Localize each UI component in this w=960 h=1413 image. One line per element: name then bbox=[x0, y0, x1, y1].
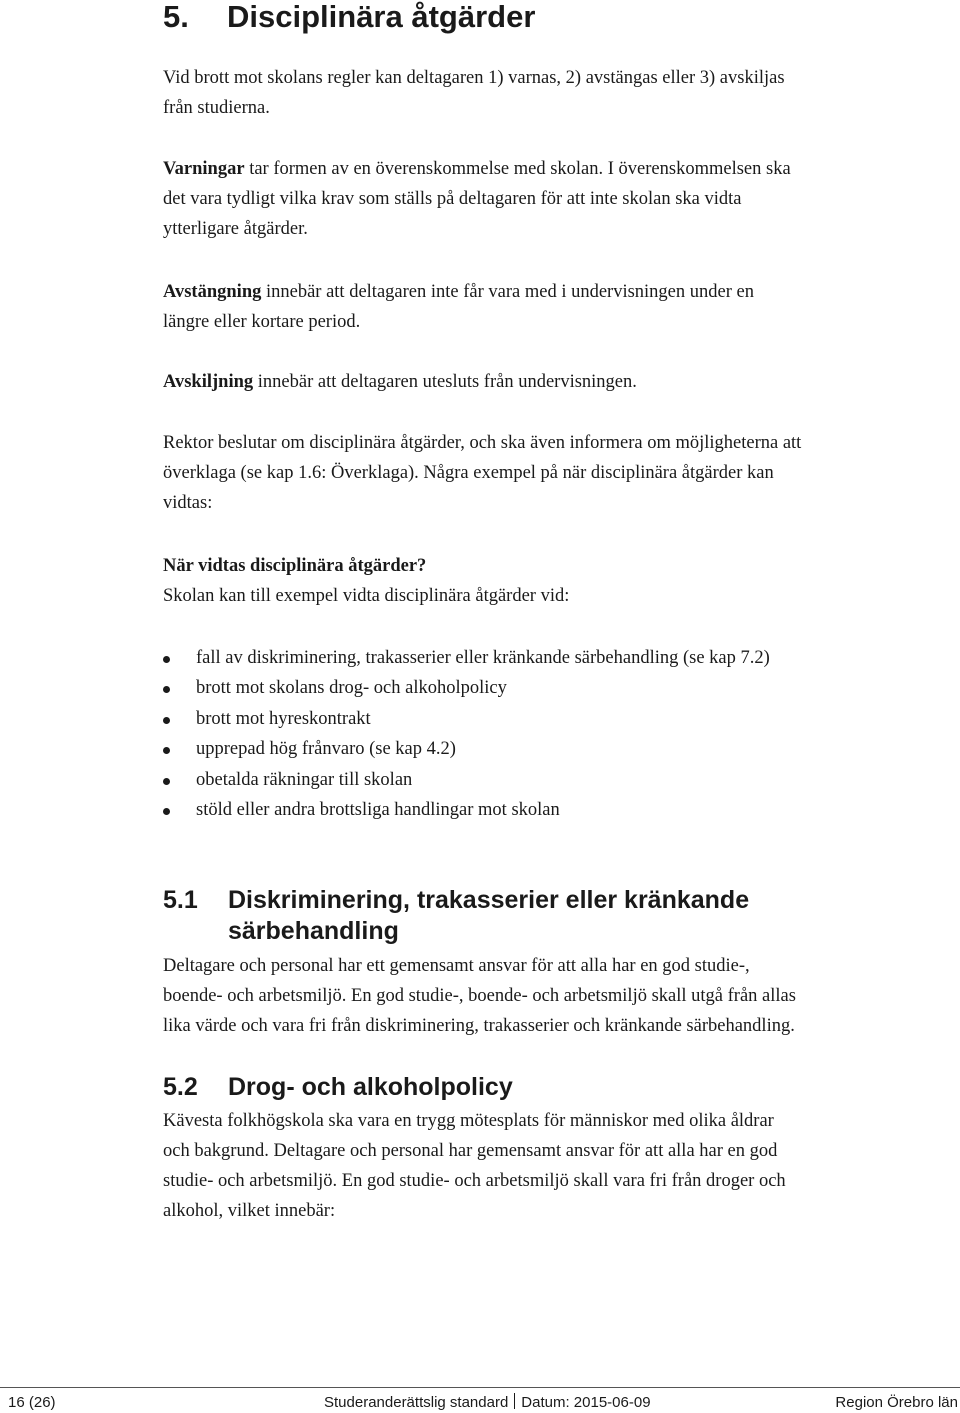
list-item: stöld eller andra brottsliga handlingar mot skolan bbox=[163, 795, 903, 825]
footer-document-title: Studeranderättslig standard bbox=[324, 1394, 509, 1411]
footer-date: Datum: 2015-06-09 bbox=[521, 1394, 651, 1411]
bullet-icon bbox=[163, 686, 170, 693]
bullet-icon bbox=[163, 656, 170, 663]
when-text: Skolan kan till exempel vidta disciplinära åtgärder vid: bbox=[163, 586, 570, 606]
paragraph-line: lika värde och vara fri från diskriminering, trakasserier och kränkande särbehandling. bbox=[163, 1016, 795, 1036]
avstangning-line: längre eller kortare period. bbox=[163, 312, 361, 332]
chapter-heading bbox=[163, 0, 535, 36]
avstangning-paragraph bbox=[163, 277, 893, 337]
section-5-1-paragraph bbox=[163, 951, 893, 1041]
section-heading-5-1 bbox=[163, 885, 868, 947]
paragraph-line: boende- och arbetsmiljö. En god studie-, boende- och arbetsmiljö skall utgå från allas bbox=[163, 986, 796, 1006]
varningar-term: Varningar bbox=[163, 159, 245, 179]
intro-paragraph bbox=[163, 63, 893, 123]
avstangning-term: Avstängning bbox=[163, 282, 262, 302]
avstangning-line: Avstängning innebär att deltagaren inte får vara med i undervisningen under en bbox=[163, 282, 754, 302]
disciplinary-examples-list bbox=[163, 643, 903, 825]
intro-line: från studierna. bbox=[163, 98, 270, 118]
list-item: obetalda räkningar till skolan bbox=[163, 765, 903, 795]
chapter-number: 5. bbox=[163, 0, 189, 34]
section-5-2-paragraph bbox=[163, 1106, 893, 1226]
page-number: 16 (26) bbox=[8, 1394, 56, 1411]
footer-document-info bbox=[324, 1393, 651, 1413]
section-number: 5.1 bbox=[163, 886, 198, 914]
paragraph-line: Deltagare och personal har ett gemensamt ansvar för att alla har en god studie-, bbox=[163, 956, 750, 976]
bullet-icon bbox=[163, 778, 170, 785]
list-item: brott mot skolans drog- och alkoholpolicy bbox=[163, 673, 903, 703]
section-number: 5.2 bbox=[163, 1073, 198, 1101]
list-item: upprepad hög frånvaro (se kap 4.2) bbox=[163, 734, 903, 764]
intro-line: Vid brott mot skolans regler kan deltagaren 1) varnas, 2) avstängas eller 3) avskiljas bbox=[163, 68, 785, 88]
rektor-paragraph bbox=[163, 428, 893, 518]
list-item: fall av diskriminering, trakasserier eller kränkande särbehandling (se kap 7.2) bbox=[163, 643, 903, 673]
section-heading-5-2 bbox=[163, 1072, 868, 1103]
paragraph-line: och bakgrund. Deltagare och personal har gemensamt ansvar för att alla har en god bbox=[163, 1141, 778, 1161]
bullet-icon bbox=[163, 747, 170, 754]
when-block bbox=[163, 551, 893, 611]
bullet-icon bbox=[163, 808, 170, 815]
avskiljning-paragraph bbox=[163, 367, 893, 397]
varningar-line: det vara tydligt vilka krav som ställs på deltagaren för att inte skolan ska vidta bbox=[163, 189, 742, 209]
varningar-paragraph bbox=[163, 154, 893, 244]
rektor-line: Rektor beslutar om disciplinära åtgärder, och ska även informera om möjligheterna att bbox=[163, 433, 802, 453]
footer-separator bbox=[514, 1393, 515, 1409]
rektor-line: överklaga (se kap 1.6: Överklaga). Några exempel på när disciplinära åtgärder kan bbox=[163, 463, 774, 483]
varningar-line: ytterligare åtgärder. bbox=[163, 219, 308, 239]
section-title: Drog- och alkoholpolicy bbox=[228, 1073, 513, 1101]
paragraph-line: alkohol, vilket innebär: bbox=[163, 1201, 336, 1221]
paragraph-line: studie- och arbetsmiljö. En god studie- och arbetsmiljö skall vara fri från droger och bbox=[163, 1171, 786, 1191]
rektor-line: vidtas: bbox=[163, 493, 213, 513]
paragraph-line: Kävesta folkhögskola ska vara en trygg mötesplats för människor med olika åldrar bbox=[163, 1111, 774, 1131]
bullet-icon bbox=[163, 717, 170, 724]
footer-organization: Region Örebro län bbox=[835, 1394, 958, 1411]
varningar-line: Varningar tar formen av en överenskommelse med skolan. I överenskommelsen ska bbox=[163, 159, 791, 179]
footer-divider bbox=[0, 1387, 960, 1388]
when-subheading: När vidtas disciplinära åtgärder? bbox=[163, 556, 427, 576]
avskiljning-line: Avskiljning innebär att deltagaren utesluts från undervisningen. bbox=[163, 372, 637, 392]
list-item: brott mot hyreskontrakt bbox=[163, 704, 903, 734]
avskiljning-term: Avskiljning bbox=[163, 372, 254, 392]
section-title: Diskriminering, trakasserier eller kränkande särbehandling bbox=[228, 886, 750, 945]
chapter-title: Disciplinära åtgärder bbox=[227, 0, 536, 34]
